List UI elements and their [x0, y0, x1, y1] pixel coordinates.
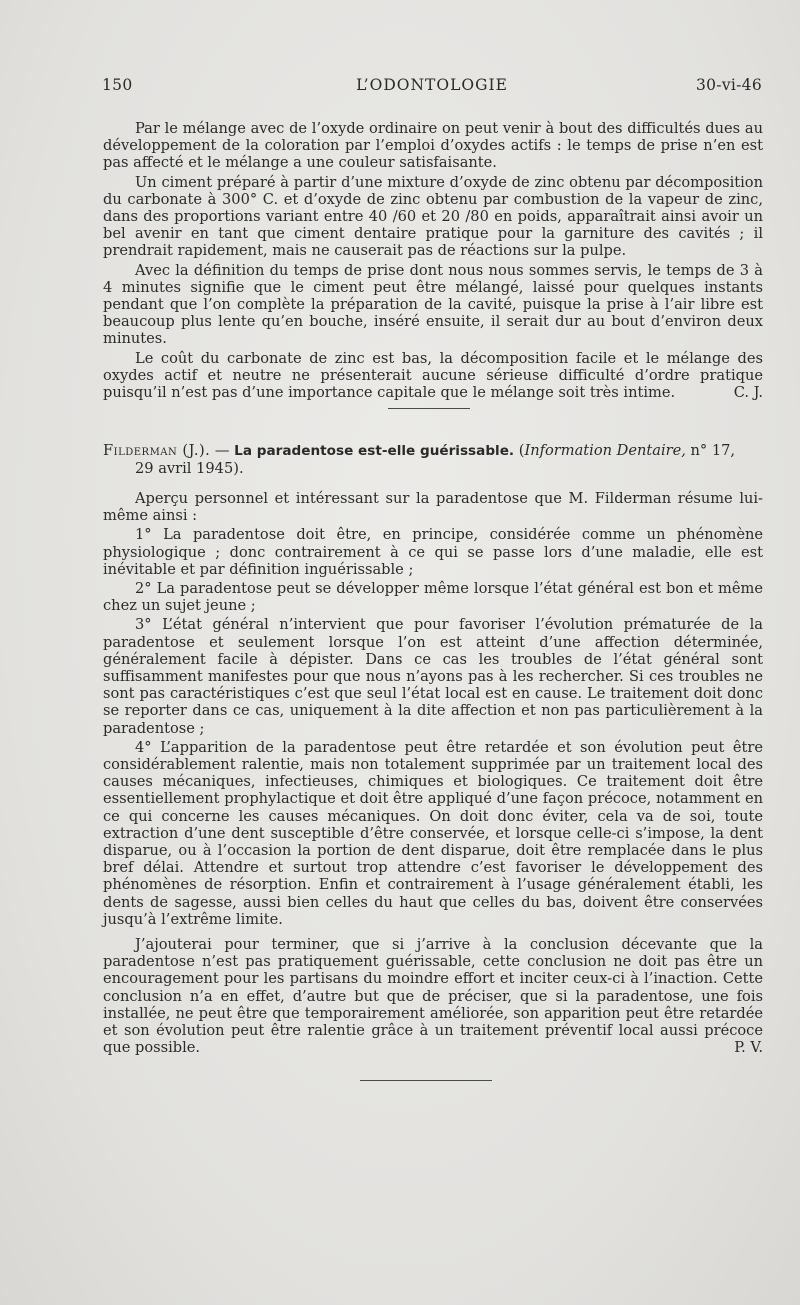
signature: C. J. — [733, 384, 763, 402]
dash: — — [210, 442, 235, 459]
paragraph: 1° La paradentose doit être, en principe, considérée comme un phénomène physiologique ; donc contrairement à ce qui se passe lors d’une maladie, elle est inévitable et par définition inguérissable ; — [103, 526, 763, 578]
source-issue: n° 17, — [685, 442, 736, 459]
source-open: ( — [514, 442, 525, 459]
page-header — [102, 76, 762, 98]
paragraph — [103, 936, 763, 1056]
paragraph: Aperçu personnel et intéressant sur la paradentose que M. Filderman résume lui-même ainsi : — [103, 490, 763, 525]
source-journal: Information Dentaire, — [524, 442, 686, 459]
article-title: La paradentose est-elle guérissable. — [234, 443, 515, 459]
author-name: Filderman (J.). — [103, 442, 211, 459]
paragraph: Par le mélange avec de l’oxyde ordinaire on peut venir à bout des difficultés dues au développement de la coloration par l’emploi d’oxydes actifs : le temps de prise n’en est pas affecté et le mélange a une couleur satisfaisante. — [103, 120, 763, 172]
journal-title: L’ODONTOLOGIE — [356, 76, 508, 94]
paragraph: 2° La paradentose peut se développer même lorsque l’état général est bon et même chez un sujet jeune ; — [103, 580, 763, 615]
paragraph-text: Le coût du carbonate de zinc est bas, la décomposition facile et le mélange des oxydes actif et neutre ne présenterait aucune sérieuse difficulté d’ordre pratique puisqu’il n’est pas d’une importance capitale que le mélange soit très intime. — [103, 349, 763, 402]
paragraph-text: J’ajouterai pour terminer, que si j’arrive à la conclusion décevante que la paradentose n’est pas pratiquement guérissable, cette conclusion ne doit pas être un encouragement pour les partisans du moindre effort et inciter ceux-ci à l’inaction. Cette conclusion n’a en effet, d’autre but que de préciser, que si la paradentose, une fois installée, ne peut être que temporairement améliorée, son apparition peut être retardée et son évolution peut être ralentie grâce à un traitement préventif local aussi précoce que possible. — [103, 936, 763, 1057]
section-divider — [388, 408, 470, 409]
paragraph: Avec la définition du temps de prise dont nous nous sommes servis, le temps de 3 à 4 minutes signifie que le ciment peut être mélangé, laissé pour quelques instants pendant que l’on complète la préparation de la cavité, puisque la prise à l’air libre est beaucoup plus lente qu’en bouche, inséré ensuite, il serait dur au bout d’environ deux minutes. — [103, 261, 763, 348]
article-1-body — [103, 120, 763, 403]
issue-date: 30-vi-46 — [695, 76, 762, 94]
signature: P. V. — [734, 1039, 763, 1057]
article-2-reference — [103, 442, 763, 478]
article-2-body — [103, 490, 763, 1059]
source-date: 29 avril 1945). — [135, 460, 244, 477]
paragraph: Un ciment préparé à partir d’une mixture d’oxyde de zinc obtenu par décomposition du carbonate à 300° C. et d’oxyde de zinc obtenu par combustion de la vapeur de zinc, dans des proportions variant entre 40 /60 et 20 /80 en poids, apparaîtrait ainsi avoir un bel avenir en tant que ciment dentaire pratique pour la garniture des cavités ; il prendrait rapidement, mais ne causerait pas de réactions sur la pulpe. — [103, 173, 763, 260]
paragraph: 4° L’apparition de la paradentose peut être retardée et son évolution peut être considérablement ralentie, mais non totalement supprimée par un traitement local des causes mécaniques, infectieuses, chimiques et biologiques. Ce traitement doit être essentiellement prophylactique et doit être appliqué d’une façon précoce, notamment en ce qui concerne les causes mécaniques. On doit donc éviter, cela va de soi, toute extraction d’une dent susceptible d’être conservée, et lorsque celle-ci s’impose, la dent disparue, ou à l’occasion la portion de dent disparue, doit être remplacée dans le plus bref délai. Attendre et surtout trop attendre c’est favoriser le développement des phénomènes de résorption. Enfin et contrairement à l’usage généralement établi, les dents de sagesse, aussi bien celles du haut que celles du bas, doivent être conservées jusqu’à l’extrême limite. — [103, 738, 763, 928]
end-divider — [360, 1080, 492, 1081]
paragraph — [103, 350, 763, 402]
paragraph: 3° L’état général n’intervient que pour favoriser l’évolution prématurée de la paradentose et seulement lorsque l’on est atteint d’une affection déterminée, généralement facile à dépister. Dans ce cas les troubles de l’état général sont suffisamment manifestes pour que nous n’ayons pas à les rechercher. Si ces troubles ne sont pas caractéristiques c’est que seul l’état local est en cause. Le traitement doit donc se reporter dans ce cas, uniquement à la dite affection et non pas particulièrement à la paradentose ; — [103, 616, 763, 737]
page-number: 150 — [102, 76, 133, 94]
